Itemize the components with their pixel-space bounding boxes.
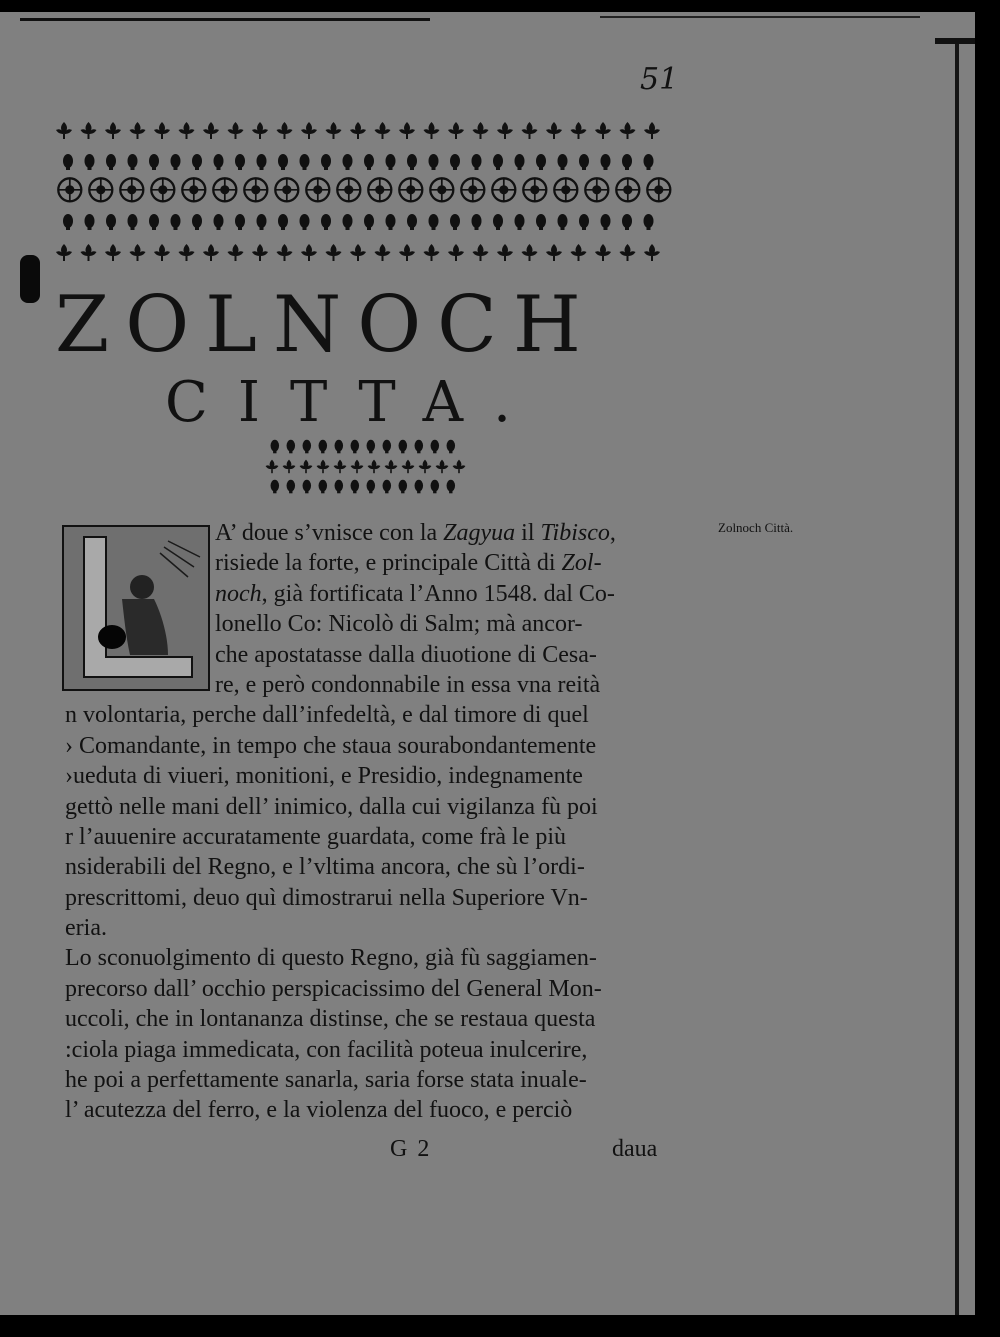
ornament-glyph xyxy=(301,122,317,139)
ornament-glyph xyxy=(493,154,503,170)
page-title: ZOLNOCH xyxy=(55,280,597,370)
ornament-glyph xyxy=(266,460,279,474)
ornament-glyph xyxy=(448,244,464,261)
ornament-glyph xyxy=(300,460,313,474)
ornament-glyph xyxy=(300,154,310,170)
catchword: daua xyxy=(612,1136,658,1162)
ornament-glyph xyxy=(337,178,360,201)
ornament-glyph xyxy=(271,440,280,454)
margin-note: Zolnoch Città. xyxy=(718,520,794,535)
ornament-glyph xyxy=(275,178,298,201)
ornament-glyph xyxy=(515,154,525,170)
ornament-glyph xyxy=(622,154,632,170)
ornament-glyph xyxy=(214,214,224,230)
ornament-glyph xyxy=(85,214,95,230)
ornament-glyph xyxy=(85,154,95,170)
ornament-glyph xyxy=(257,154,267,170)
ornament-glyph xyxy=(546,244,562,261)
place-name: Zol- xyxy=(561,550,602,577)
ornament-glyph xyxy=(228,122,244,139)
ornament-glyph xyxy=(277,244,293,261)
ornament-glyph xyxy=(431,480,440,494)
ornament-glyph xyxy=(523,178,546,201)
ornament-glyph xyxy=(399,244,415,261)
ornament-glyph xyxy=(472,154,482,170)
ornament-glyph xyxy=(149,214,159,230)
ornament-glyph xyxy=(63,214,73,230)
ornament-glyph xyxy=(235,154,245,170)
ornament-glyph xyxy=(351,440,360,454)
ornament-glyph xyxy=(515,214,525,230)
ornament-glyph xyxy=(579,154,589,170)
text-line xyxy=(65,640,705,670)
ornament-glyph xyxy=(364,214,374,230)
text-line: nsiderabili del Regno, e l’vltima ancora, che sù l’ordi- xyxy=(65,854,585,881)
ornament-glyph xyxy=(385,460,398,474)
ornament-glyph xyxy=(228,244,244,261)
ornament-glyph xyxy=(89,178,112,201)
ornament-glyph xyxy=(257,214,267,230)
scan-rule-top-right xyxy=(600,16,920,18)
ornament-glyph xyxy=(497,122,513,139)
ornament-glyph xyxy=(450,154,460,170)
ornament-glyph xyxy=(375,122,391,139)
text-run: lonello Co: Nicolò di Salm; mà ancor- xyxy=(215,611,583,638)
text-run: , già fortificata l’Anno 1548. dal Co- xyxy=(261,580,615,607)
ornament-glyph xyxy=(303,480,312,494)
ornament-glyph xyxy=(154,122,170,139)
ornament-glyph xyxy=(301,244,317,261)
ornament-glyph xyxy=(447,440,456,454)
ornament-glyph xyxy=(571,244,587,261)
text-run: risiede la forte, e principale Città di xyxy=(215,550,562,577)
ornament-glyph xyxy=(278,154,288,170)
ornament-glyph xyxy=(644,214,654,230)
ornament-glyph xyxy=(105,122,121,139)
text-line xyxy=(65,579,705,609)
scan-rule-top xyxy=(20,18,430,21)
ornament-glyph xyxy=(343,214,353,230)
ornament-glyph xyxy=(326,122,342,139)
ornament-glyph xyxy=(321,214,331,230)
ornament-glyph xyxy=(386,154,396,170)
ornament-glyph xyxy=(63,154,73,170)
ornament-glyph xyxy=(106,214,116,230)
ornament-glyph xyxy=(335,440,344,454)
ornament-glyph xyxy=(235,214,245,230)
ornament-glyph xyxy=(453,460,466,474)
ornament-glyph xyxy=(536,154,546,170)
ornament-glyph xyxy=(424,122,440,139)
ornament-glyph xyxy=(522,122,538,139)
ornament-glyph xyxy=(497,244,513,261)
page-number: 51 xyxy=(640,62,679,97)
ornament-glyph xyxy=(620,122,636,139)
ornament-glyph xyxy=(334,460,347,474)
ornament-glyph xyxy=(343,154,353,170)
ornament-glyph xyxy=(56,244,72,261)
ornament-glyph xyxy=(447,480,456,494)
ornament-glyph xyxy=(644,244,660,261)
ornament-glyph xyxy=(149,154,159,170)
ornament-glyph xyxy=(383,480,392,494)
ornament-glyph xyxy=(522,244,538,261)
text-line: Lo sconuolgimento di questo Regno, già fù saggiamen- xyxy=(65,945,597,972)
ornament-glyph xyxy=(571,122,587,139)
ornament-glyph xyxy=(120,178,143,201)
text-line: › Comandante, in tempo che staua sourabondantemente xyxy=(65,732,597,759)
ornament-glyph xyxy=(278,214,288,230)
ornament-glyph xyxy=(375,244,391,261)
text-run: re, e però condonnabile in essa vna reità xyxy=(215,671,601,698)
scan-border-right xyxy=(975,0,1000,1337)
ornament-glyph xyxy=(450,214,460,230)
ornament-glyph xyxy=(407,214,417,230)
ornament-glyph xyxy=(402,460,415,474)
ornament-glyph xyxy=(321,154,331,170)
ornament-glyph xyxy=(179,122,195,139)
text-line: precorso dall’ occhio perspicacissimo del General Mon- xyxy=(65,975,602,1002)
ornament-glyph xyxy=(473,122,489,139)
ornament-glyph xyxy=(415,440,424,454)
ornament-glyph xyxy=(368,178,391,201)
text-run: che apostatasse dalla diuotione di Cesa- xyxy=(215,641,597,668)
ornament-glyph xyxy=(203,244,219,261)
text-line: he poi a perfettamente sanarla, saria forse stata inuale- xyxy=(65,1067,587,1094)
ornament-glyph xyxy=(536,214,546,230)
scan-border-bottom xyxy=(0,1315,1000,1337)
ornament-glyph xyxy=(351,460,364,474)
ornament-glyph xyxy=(105,244,121,261)
ornament-glyph xyxy=(306,178,329,201)
text-line xyxy=(65,670,705,700)
page-subtitle: CITTA. xyxy=(165,370,541,435)
ornament-glyph xyxy=(448,122,464,139)
ornament-glyph xyxy=(319,440,328,454)
ornament-glyph xyxy=(171,154,181,170)
ornament-glyph xyxy=(546,122,562,139)
ornament-glyph xyxy=(317,460,330,474)
ornament-glyph xyxy=(350,122,366,139)
ornament-glyph xyxy=(473,244,489,261)
ornament-glyph xyxy=(407,154,417,170)
text-line: :ciola piaga immedicata, con facilità poteua inulcerire, xyxy=(65,1036,588,1063)
place-name: Zagyua xyxy=(443,520,516,546)
text-line: r l’auuenire accuratamente guardata, come frà le più xyxy=(65,823,567,850)
text-run: , xyxy=(609,520,616,546)
text-line: eria. xyxy=(65,915,107,942)
ornament-glyph xyxy=(644,154,654,170)
ornament-glyph xyxy=(326,244,342,261)
place-name: Tibisco xyxy=(540,520,610,546)
text-run: il xyxy=(515,520,541,546)
ornament-glyph xyxy=(620,244,636,261)
ornament-small xyxy=(262,438,472,498)
ornament-glyph xyxy=(300,214,310,230)
ornament-glyph xyxy=(554,178,577,201)
ornament-glyph xyxy=(368,460,381,474)
ornament-glyph xyxy=(171,214,181,230)
ornament-glyph xyxy=(472,214,482,230)
ornament-glyph xyxy=(203,122,219,139)
scan-rule-right xyxy=(955,40,959,1315)
text-line: prescrittomi, deuo quì dimostrarui nella Superiore Vn- xyxy=(65,884,588,911)
ornament-glyph xyxy=(283,460,296,474)
ink-blot xyxy=(20,255,40,303)
ornament-glyph xyxy=(601,214,611,230)
ornament-glyph xyxy=(431,440,440,454)
ornament-glyph xyxy=(182,178,205,201)
ornament-glyph xyxy=(106,154,116,170)
ornament-glyph xyxy=(429,214,439,230)
ornament-glyph xyxy=(383,440,392,454)
ornament-glyph xyxy=(303,440,312,454)
ornament-glyph xyxy=(579,214,589,230)
ornament-glyph xyxy=(436,460,449,474)
ornament-glyph xyxy=(56,122,72,139)
ornament-glyph xyxy=(430,178,453,201)
ornament-glyph xyxy=(151,178,174,201)
ornament-glyph xyxy=(179,244,195,261)
ornament-glyph xyxy=(128,154,138,170)
ornament-glyph xyxy=(252,244,268,261)
ornament-glyph xyxy=(128,214,138,230)
ornament-glyph xyxy=(419,460,432,474)
ornament-glyph xyxy=(424,244,440,261)
ornament-glyph xyxy=(415,480,424,494)
ornament-glyph xyxy=(399,440,408,454)
ornament-glyph xyxy=(399,480,408,494)
text-line xyxy=(65,518,705,548)
ornament-glyph xyxy=(399,122,415,139)
ornament-glyph xyxy=(81,244,97,261)
text-line xyxy=(65,609,705,639)
place-name: noch xyxy=(215,580,262,607)
ornament-glyph xyxy=(585,178,608,201)
ornament-glyph xyxy=(622,214,632,230)
ornament-glyph xyxy=(287,440,296,454)
ornament-glyph xyxy=(493,214,503,230)
ornament-glyph xyxy=(644,122,660,139)
ornament-glyph xyxy=(601,154,611,170)
body-text xyxy=(65,518,705,1126)
text-line xyxy=(65,548,705,578)
ornament-glyph xyxy=(595,122,611,139)
text-line: gettò nelle mani dell’ inimico, dalla cui vigilanza fù poi xyxy=(65,793,598,820)
ornament-glyph xyxy=(58,178,81,201)
ornament-glyph xyxy=(319,480,328,494)
ornament-glyph xyxy=(213,178,236,201)
ornament-glyph xyxy=(287,480,296,494)
text-line: ›ueduta di viueri, monitioni, e Presidio, indegnamente xyxy=(65,763,583,790)
ornament-glyph xyxy=(595,244,611,261)
ornament-glyph xyxy=(399,178,422,201)
signature-mark: G 2 xyxy=(390,1136,432,1162)
ornament-glyph xyxy=(558,154,568,170)
ornament-glyph xyxy=(154,244,170,261)
ornament-glyph xyxy=(558,214,568,230)
text-line: l’ acutezza del ferro, e la violenza del fuoco, e perciò xyxy=(65,1097,573,1124)
ornament-glyph xyxy=(429,154,439,170)
scan-border-top xyxy=(0,0,1000,12)
ornament-glyph xyxy=(271,480,280,494)
ornament-band xyxy=(52,118,672,268)
ornament-glyph xyxy=(351,480,360,494)
text-run: A’ doue s’vnisce con la xyxy=(215,520,444,546)
ornament-glyph xyxy=(386,214,396,230)
ornament-glyph xyxy=(647,178,670,201)
ornament-glyph xyxy=(616,178,639,201)
ornament-glyph xyxy=(192,154,202,170)
ornament-glyph xyxy=(335,480,344,494)
ornament-glyph xyxy=(81,122,97,139)
text-line: n volontaria, perche dall’infedeltà, e dal timore di quel xyxy=(65,702,589,729)
ornament-glyph xyxy=(252,122,268,139)
text-line: uccoli, che in lontananza distinse, che se restaua questa xyxy=(65,1006,596,1033)
ornament-glyph xyxy=(130,122,146,139)
ornament-glyph xyxy=(244,178,267,201)
ornament-glyph xyxy=(364,154,374,170)
ornament-glyph xyxy=(192,214,202,230)
ornament-glyph xyxy=(367,440,376,454)
scan-rule-hook xyxy=(935,38,975,44)
ornament-glyph xyxy=(461,178,484,201)
ornament-glyph xyxy=(130,244,146,261)
ornament-glyph xyxy=(214,154,224,170)
ornament-glyph xyxy=(350,244,366,261)
ornament-glyph xyxy=(277,122,293,139)
ornament-glyph xyxy=(367,480,376,494)
ornament-glyph xyxy=(492,178,515,201)
